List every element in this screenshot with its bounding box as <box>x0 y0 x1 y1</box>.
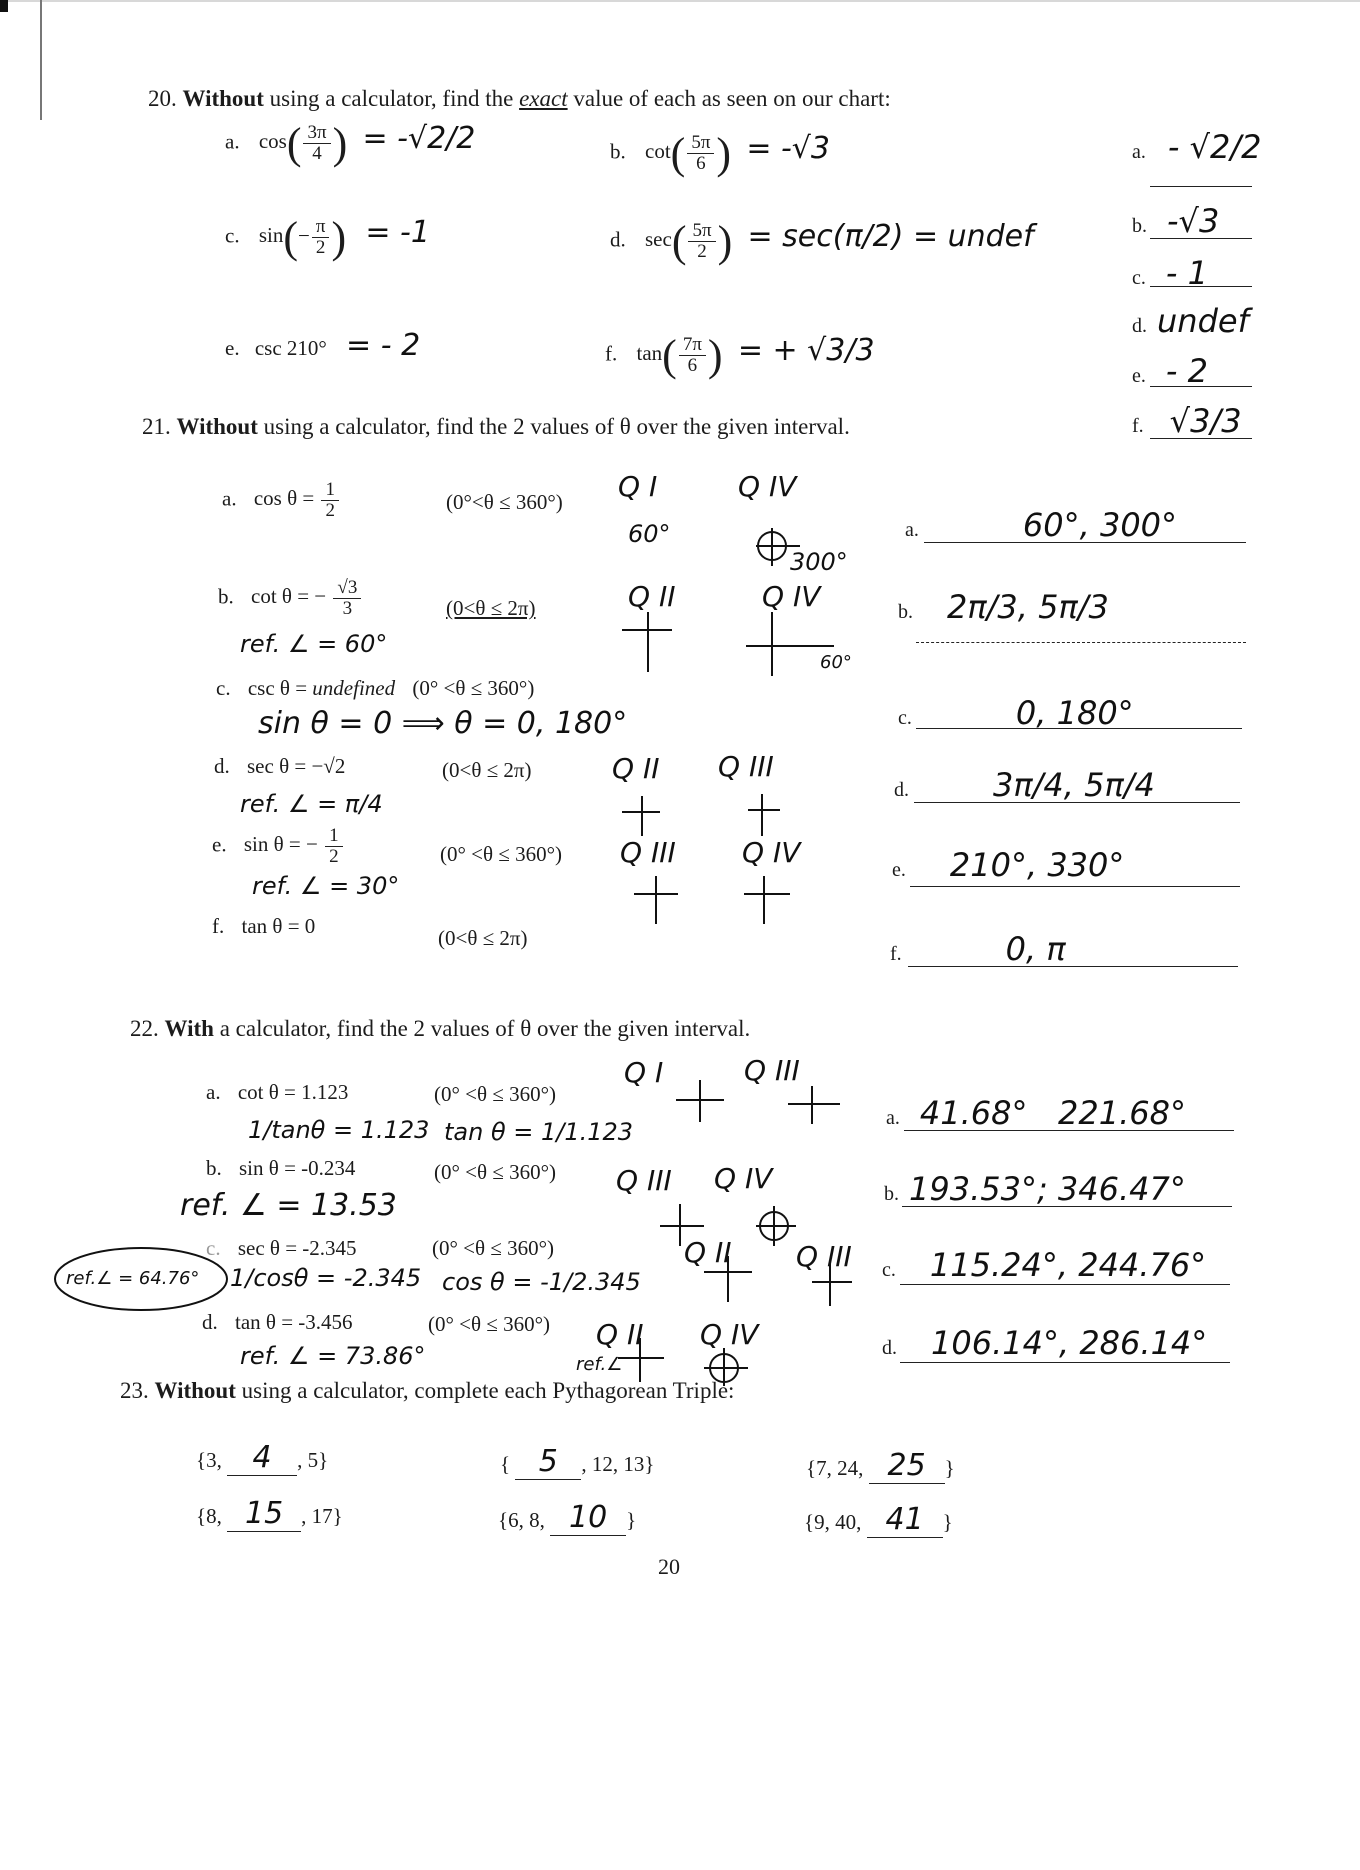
q20b: b. cot( $\frac{5\pi}{6}$ ) = -√3 <box>610 129 831 178</box>
q20c-sign: − <box>298 223 310 248</box>
q23-triple-6 <box>804 1502 953 1538</box>
q22-answer-a-label: a. <box>886 1107 900 1129</box>
q20-answer-c-value: - 1 <box>1165 254 1208 292</box>
q20c-label: c. <box>225 223 240 248</box>
q20-answer-c-label: c. <box>1132 267 1146 289</box>
q21-bold-word: Without <box>176 414 258 439</box>
q20-answer-d-value: undef <box>1157 302 1249 340</box>
q20-number: 20. <box>148 86 177 111</box>
q22a-expression: cot θ = 1.123 <box>237 1080 349 1104</box>
q21a-quadrant-1: Q I <box>618 470 658 503</box>
q23-triple-3-answer: 25 <box>869 1448 945 1484</box>
q20-answer-a-value: - √2/2 <box>1167 128 1262 166</box>
q21a-angle-2: 300° <box>790 548 848 576</box>
q22a-handwritten-work-2: tan θ = 1/1.123 <box>444 1118 634 1146</box>
q22c-reference-angle: ref.∠ = 64.76° <box>66 1268 200 1289</box>
q22-number: 22. <box>130 1016 159 1041</box>
q21e-interval: (0° <θ ≤ 360°) <box>440 842 562 866</box>
q20e-label: e. <box>225 336 240 360</box>
q23-triple-6-post: } <box>942 1510 953 1534</box>
q23-triple-3-post: } <box>944 1456 955 1480</box>
q20-answer-e-label: e. <box>1132 365 1146 387</box>
q21e-reference-angle: ref. ∠ = 30° <box>252 872 400 900</box>
q23-triple-1 <box>196 1440 328 1476</box>
q21e-expression: sin θ = − <box>243 832 318 857</box>
q21e-label: e. <box>212 832 227 857</box>
q23-triple-5-pre: {6, 8, <box>498 1508 545 1532</box>
q20a-fraction: $\frac{3\pi}{4}$ <box>303 123 330 164</box>
q22d-expression: tan θ = -3.456 <box>235 1310 353 1334</box>
q21-answer-e-label: e. <box>892 859 906 881</box>
q21-answer-d-value: 3π/4, 5π/4 <box>993 766 1155 804</box>
q20b-label: b. <box>610 139 626 164</box>
q22b-quadrant-1: Q III <box>616 1164 672 1197</box>
q22c-handwritten-work-2: cos θ = -1/2.345 <box>442 1268 641 1296</box>
q20d-fraction: $\frac{5\pi}{2}$ <box>688 221 715 262</box>
q22-answer-d-label: d. <box>882 1337 897 1359</box>
q23-triple-3-pre: {7, 24, <box>806 1456 864 1480</box>
q20a: a. cos( $\frac{3\pi}{4}$ ) = -√2/2 <box>225 119 476 168</box>
q21b-label: b. <box>218 584 234 609</box>
q20a-handwritten-work: = -√2/2 <box>362 121 476 157</box>
q20c-fraction: $\frac{\pi}{2}$ <box>312 217 330 258</box>
q20d: d. sec( $\frac{5\pi}{2}$ ) = sec(π/2) = undef <box>610 217 1034 266</box>
q23-triple-5 <box>498 1500 636 1536</box>
q22b-expression: sin θ = -0.234 <box>239 1156 356 1180</box>
q20f-handwritten-work: = + √3/3 <box>737 333 875 369</box>
q22d-interval: (0° <θ ≤ 360°) <box>428 1312 550 1336</box>
q21f-expression: tan θ = 0 <box>241 914 316 938</box>
q20a-label: a. <box>225 129 240 154</box>
q20f-function: tan <box>636 341 663 366</box>
q20c-function: sin <box>258 223 284 248</box>
q21b-reference-angle: ref. ∠ = 60° <box>240 630 388 658</box>
q23-triple-3 <box>806 1448 955 1484</box>
q22c-quadrant-2: Q III <box>796 1240 852 1273</box>
q21c-handwritten-work: sin θ = 0 ⟹ θ = 0, 180° <box>258 706 628 741</box>
q21a-interval: (0°<θ ≤ 360°) <box>446 490 563 514</box>
q20-answer-a-label: a. <box>1132 141 1146 163</box>
q20d-function: sec <box>645 227 672 252</box>
q21e-quadrant-1: Q III <box>620 836 676 869</box>
q23-bold-word: Without <box>154 1378 236 1403</box>
q20-answer-b-label: b. <box>1132 215 1147 237</box>
q20-answer-b-value: -√3 <box>1167 202 1220 240</box>
q21d-label: d. <box>214 754 230 778</box>
q21d-reference-angle: ref. ∠ = π/4 <box>240 790 383 818</box>
q21-answer-e-value: 210°, 330° <box>949 846 1125 884</box>
q23-triple-2-pre: { <box>500 1452 511 1476</box>
q21-answer-a-value: 60°, 300° <box>1022 506 1178 544</box>
q22a-handwritten-work-1: 1/tanθ = 1.123 <box>248 1116 430 1144</box>
q20-answer-f-label: f. <box>1132 415 1144 437</box>
q20e-expression: csc 210° <box>254 336 327 360</box>
q21-text: using a calculator, find the 2 values of θ over the given interval. <box>263 414 850 439</box>
q20-answer-f-value: √3/3 <box>1169 402 1242 440</box>
q22d-quadrant-1: Q II <box>596 1318 644 1351</box>
q21a-label: a. <box>222 486 237 511</box>
q21-answer-a-label: a. <box>905 519 919 541</box>
q22-answer-c-label: c. <box>882 1259 896 1281</box>
q21-answer-c-label: c. <box>898 707 912 729</box>
q22-answer-b-label: b. <box>884 1183 899 1205</box>
q20d-handwritten-work: = sec(π/2) = undef <box>747 219 1034 255</box>
q21a-quadrant-2: Q IV <box>738 470 797 503</box>
q20f-label: f. <box>605 341 618 366</box>
q21d-quadrant-1: Q II <box>612 752 660 785</box>
q22a-interval: (0° <θ ≤ 360°) <box>434 1082 556 1106</box>
q23-triple-2-post: , 12, 13} <box>581 1452 655 1476</box>
q21b-quadrant-1: Q II <box>628 580 676 613</box>
q21-answer-b-value: 2π/3, 5π/3 <box>947 588 1109 626</box>
q21b-expression: cot θ = − <box>251 584 327 609</box>
q22c-handwritten-work-1: 1/cosθ = -2.345 <box>230 1264 422 1292</box>
q22-answer-d-value: 106.14°, 286.14° <box>931 1324 1208 1362</box>
q23-triple-6-answer: 41 <box>867 1502 943 1538</box>
q21-answer-f-label: f. <box>890 943 902 965</box>
q22d-reference-angle: ref. ∠ = 73.86° <box>240 1342 426 1370</box>
q22d-label: d. <box>202 1310 218 1334</box>
q23-triple-1-pre: {3, <box>196 1448 222 1472</box>
q21e-quadrant-2: Q IV <box>742 836 801 869</box>
q22a-quadrant-1: Q I <box>624 1056 664 1089</box>
q20a-function: cos <box>258 129 287 154</box>
q23-triple-5-post: } <box>626 1508 637 1532</box>
q22c-label: c. <box>206 1236 221 1260</box>
q20f-fraction: $\frac{7\pi}{6}$ <box>679 335 706 376</box>
q23-triple-5-answer: 10 <box>550 1500 626 1536</box>
q22b-reference-angle: ref. ∠ = 13.53 <box>180 1188 397 1223</box>
q22b-interval: (0° <θ ≤ 360°) <box>434 1160 556 1184</box>
q23-triple-1-post: , 5} <box>297 1448 329 1472</box>
q21a-fraction: $\frac{1}{2}$ <box>321 480 339 521</box>
q21-answer-c-value: 0, 180° <box>1015 694 1134 732</box>
q21e-fraction: $\frac{1}{2}$ <box>325 826 343 867</box>
q20c-handwritten-work: = -1 <box>365 215 430 251</box>
q22a-quadrant-2: Q III <box>744 1054 800 1087</box>
q21b-fraction: $\frac{√3}{3}$ <box>333 578 361 619</box>
q21-answer-f-value: 0, π <box>1005 930 1066 968</box>
q20-answer-e-value: - 2 <box>1165 352 1208 390</box>
q20e-handwritten-work: = - 2 <box>346 328 421 363</box>
q21a-angle-1: 60° <box>628 520 671 548</box>
q22b-label: b. <box>206 1156 222 1180</box>
q21b-interval: (0<θ ≤ 2π) <box>446 596 536 620</box>
q21c-expression: csc θ = <box>247 676 308 700</box>
q23-triple-2-answer: 5 <box>515 1444 581 1480</box>
q23-number: 23. <box>120 1378 149 1403</box>
q22-bold-word: With <box>164 1016 214 1041</box>
q23-triple-2 <box>500 1444 654 1480</box>
q23-triple-4-pre: {8, <box>196 1504 222 1528</box>
q23-triple-4-answer: 15 <box>227 1496 301 1532</box>
q20b-function: cot <box>645 139 671 164</box>
q22d-sketch-note: ref.∠ <box>576 1354 623 1375</box>
q22a-label: a. <box>206 1080 221 1104</box>
q22c-interval: (0° <θ ≤ 360°) <box>432 1236 554 1260</box>
q22-answer-c-value: 115.24°, 244.76° <box>929 1246 1207 1284</box>
q22-answer-b-value: 193.53°; 346.47° <box>909 1170 1186 1208</box>
q22-answer-a-value: 41.68° 221.68° <box>919 1094 1186 1132</box>
q20-text-a: using a calculator, find the <box>269 86 514 111</box>
q23-triple-1-answer: 4 <box>227 1440 297 1476</box>
q23-triple-4 <box>196 1496 343 1532</box>
q21-number: 21. <box>142 414 171 439</box>
q21b-sketch-angle: 60° <box>820 652 852 673</box>
q23-heading <box>120 1378 734 1404</box>
q21c-label: c. <box>216 676 231 700</box>
q21-answer-d-label: d. <box>894 779 909 801</box>
q22b-quadrant-2: Q IV <box>714 1162 773 1195</box>
q21c-expression-italic: undefined <box>312 676 396 700</box>
q21b-quadrant-2: Q IV <box>762 580 821 613</box>
q20c: c. sin(− $\frac{\pi}{2}$ ) = -1 <box>225 213 430 262</box>
q21f-label: f. <box>212 914 225 938</box>
q20b-fraction: $\frac{5\pi}{6}$ <box>687 133 714 174</box>
q21d-quadrant-2: Q III <box>718 750 774 783</box>
q21f-interval: (0<θ ≤ 2π) <box>438 926 528 950</box>
q22c-quadrant-1: Q II <box>684 1236 732 1269</box>
q23-triple-4-post: , 17} <box>301 1504 343 1528</box>
q20f: f. tan( $\frac{7\pi}{6}$ ) = + √3/3 <box>605 331 875 380</box>
q20-text-b: value of each as seen on our chart: <box>573 86 891 111</box>
q21d-expression: sec θ = −√2 <box>247 754 346 778</box>
q22-text: a calculator, find the 2 values of θ over the given interval. <box>219 1016 751 1041</box>
q21-answer-b-label: b. <box>898 601 913 623</box>
page-number: 20 <box>658 1554 680 1579</box>
q21d-interval: (0<θ ≤ 2π) <box>442 758 532 782</box>
q20b-handwritten-work: = -√3 <box>746 131 831 167</box>
q20-bold-word: Without <box>182 86 264 111</box>
q20-answer-d-label: d. <box>1132 315 1147 337</box>
q20d-label: d. <box>610 227 626 252</box>
q21a-expression: cos θ = <box>253 486 315 511</box>
q23-text: using a calculator, complete each Pythagorean Triple: <box>241 1378 735 1403</box>
q22c-expression: sec θ = -2.345 <box>237 1236 357 1260</box>
q22d-quadrant-2: Q IV <box>700 1318 759 1351</box>
q20-emphasis: exact <box>519 86 568 111</box>
q21c-interval: (0° <θ ≤ 360°) <box>412 676 535 700</box>
q23-triple-6-pre: {9, 40, <box>804 1510 862 1534</box>
